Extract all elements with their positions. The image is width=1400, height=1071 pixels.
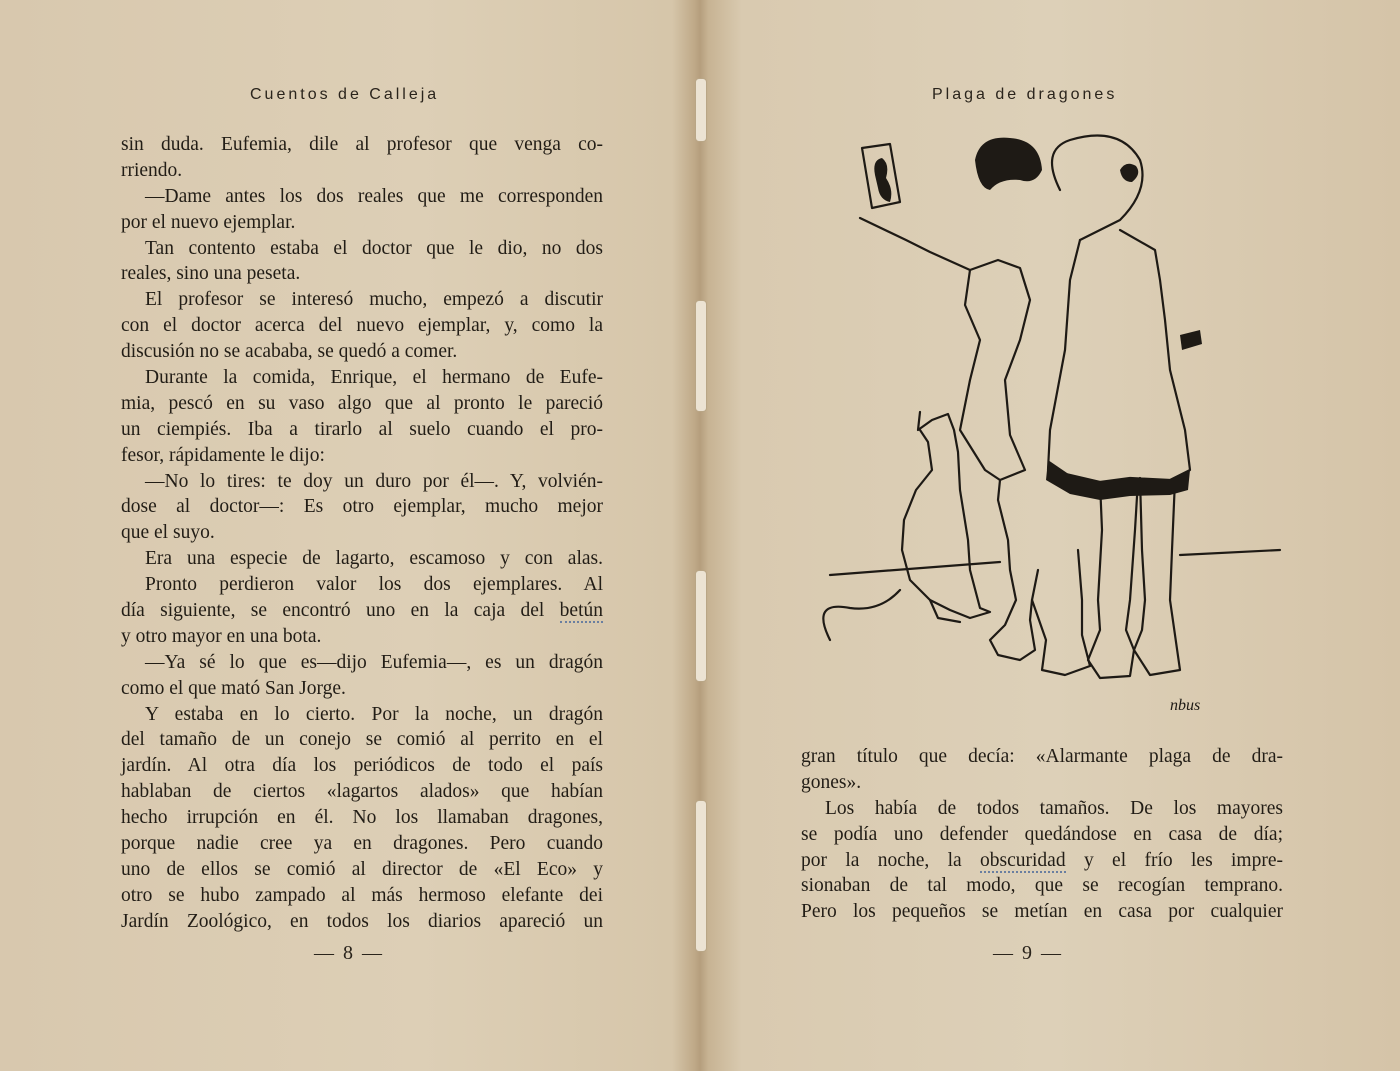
text-line: sin duda. Eufemia, dile al profesor que venga co-: [121, 134, 603, 155]
text-line: por el nuevo ejemplar.: [121, 211, 296, 233]
running-head-left: Cuentos de Calleja: [250, 86, 440, 103]
text-line: reales, sino una peseta.: [121, 263, 301, 285]
text-line: un ciempiés. Iba a tirarlo al suelo cuando el pro-: [121, 418, 603, 440]
text-line: que el suyo.: [121, 522, 215, 544]
text-line: —Dame antes los dos reales que me corresponden: [145, 185, 603, 207]
text-line: uno de ellos se comió al director de «El Eco» y: [121, 858, 603, 880]
text-line: Tan contento estaba el doctor que le dio, no dos: [145, 237, 603, 259]
text-line: gran título que decía: «Alarmante plaga de dra-: [801, 746, 1283, 767]
text-line: mia, pescó en su vaso algo que al pronto le pareció: [121, 392, 603, 414]
text-line: Pronto perdieron valor los dos ejemplares. Al: [145, 574, 603, 596]
text-line: porque nadie cree ya en dragones. Pero cuando: [121, 833, 603, 855]
right-page-body: [801, 744, 1283, 925]
text-line: como el que mató San Jorge.: [121, 677, 346, 699]
text-line: jardín. Al otra día los periódicos de todo el país: [121, 755, 603, 777]
text-line: Los había de todos tamaños. De los mayores: [825, 797, 1283, 819]
text-line: y otro mayor en una bota.: [121, 625, 322, 647]
text-line: Y estaba en lo cierto. Por la noche, un dragón: [145, 703, 603, 725]
text-line: Jardín Zoológico, en todos los diarios apareció un: [121, 910, 603, 932]
text-line: por la noche, la obscuridad y el frío les impre-: [801, 849, 1283, 871]
left-page-body: [121, 132, 603, 935]
page-number-right: — 9 —: [993, 942, 1063, 964]
svg-text:nbus: nbus: [1170, 697, 1201, 714]
text-line: —No lo tires: te doy un duro por él—. Y, volvién-: [145, 470, 603, 492]
text-line: fesor, rápidamente le dijo:: [121, 444, 325, 466]
text-line: discusión no se acababa, se quedó a comer.: [121, 341, 458, 363]
text-line: se podía uno defender quedándose en casa de día;: [801, 823, 1283, 845]
text-line: hablaban de ciertos «lagartos alados» que habían: [121, 781, 603, 803]
text-line: día siguiente, se encontró uno en la caja del betún: [121, 600, 603, 622]
text-line: con el doctor acerca del nuevo ejemplar, y, como la: [121, 315, 603, 337]
pencil-underline: obscuridad: [980, 849, 1066, 871]
text-line: —Ya sé lo que es—dijo Eufemia—, es un dragón: [145, 651, 603, 673]
running-head-right: Plaga de dragones: [932, 86, 1118, 103]
text-line: otro se hubo zampado al más hermoso elefante dei: [121, 884, 603, 906]
text-line: El profesor se interesó mucho, empezó a discutir: [145, 289, 603, 311]
text-line: rriendo.: [121, 159, 183, 181]
illustration-children-with-dragon-in-glass: [820, 130, 1290, 720]
text-line: Era una especie de lagarto, escamoso y con alas.: [145, 548, 603, 570]
text-line: Pero los pequeños se metían en casa por cualquier: [801, 901, 1283, 923]
illustration-signature: [1170, 697, 1200, 714]
text-line: dose al doctor—: Es otro ejemplar, mucho mejor: [121, 496, 603, 518]
text-line: Durante la comida, Enrique, el hermano de Eufe-: [145, 367, 603, 389]
text-line: hecho irrupción en él. No los llamaban dragones,: [121, 807, 603, 829]
text-line: gones».: [801, 771, 862, 793]
pencil-underline: betún: [559, 600, 603, 622]
text-line: del tamaño de un conejo se comió al perrito en el: [121, 729, 603, 751]
text-line: sionaban de tal modo, que se recogían temprano.: [801, 875, 1283, 897]
right-page: [700, 0, 1400, 1071]
page-number-left: — 8 —: [314, 942, 384, 964]
